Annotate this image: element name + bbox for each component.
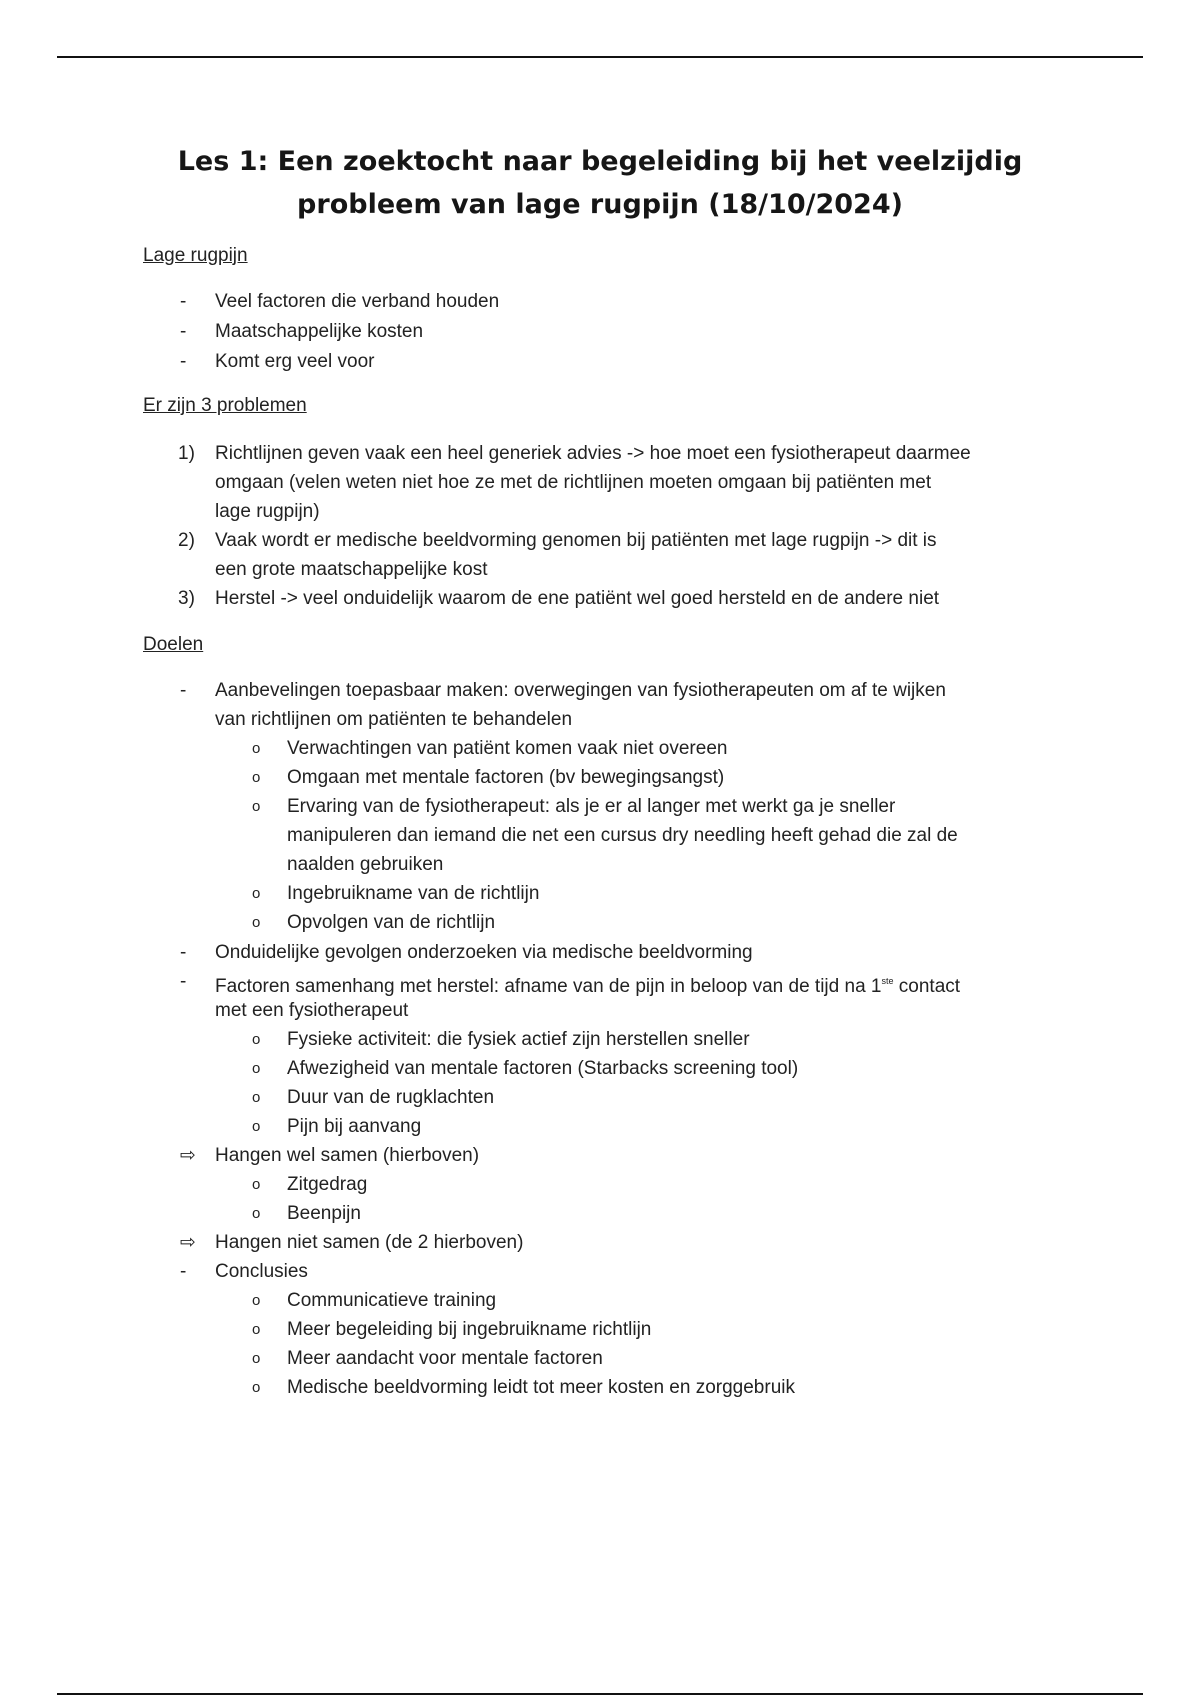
arrow-icon: ⇨ <box>180 1232 196 1253</box>
section-heading-problemen: Er zijn 3 problemen <box>143 395 307 416</box>
list-item: Richtlijnen geven vaak een heel generiek advies -> hoe moet een fysiotherapeut daarmee <box>215 443 971 464</box>
sub-list-item: Afwezigheid van mentale factoren (Starbacks screening tool) <box>287 1058 799 1079</box>
dash-bullet: - <box>180 971 187 992</box>
dash-bullet: - <box>180 351 187 372</box>
sub-list-item: Ervaring van de fysiotherapeut: als je er al langer met werkt ga je sneller <box>287 796 896 817</box>
list-item: omgaan (velen weten niet hoe ze met de richtlijnen moeten omgaan bij patiënten met <box>215 472 932 493</box>
list-number: 2) <box>178 530 195 551</box>
list-number: 3) <box>178 588 195 609</box>
sub-list-item: Beenpijn <box>287 1203 361 1224</box>
list-item: Herstel -> veel onduidelijk waarom de ene patiënt wel goed hersteld en de andere niet <box>215 588 940 609</box>
sub-list-item: Omgaan met mentale factoren (bv bewegingsangst) <box>287 767 725 788</box>
section-heading-doelen: Doelen <box>143 634 204 655</box>
sub-list-item: naalden gebruiken <box>287 854 444 875</box>
title-line-1: Les 1: Een zoektocht naar begeleiding bij het veelzijdig <box>177 146 1023 177</box>
list-item: Maatschappelijke kosten <box>215 321 424 342</box>
circle-bullet: o <box>252 1292 261 1309</box>
dash-bullet: - <box>180 1261 187 1282</box>
sub-list-item: Verwachtingen van patiënt komen vaak niet overeen <box>287 738 728 759</box>
list-number: 1) <box>178 443 195 464</box>
sub-list-item: Fysieke activiteit: die fysiek actief zijn herstellen sneller <box>287 1029 750 1050</box>
circle-bullet: o <box>252 885 261 902</box>
circle-bullet: o <box>252 1321 261 1338</box>
title-line-2: probleem van lage rugpijn (18/10/2024) <box>297 189 903 220</box>
bottom-rule <box>57 1693 1143 1695</box>
dash-bullet: - <box>180 942 187 963</box>
circle-bullet: o <box>252 1060 261 1077</box>
sub-list-item: Medische beeldvorming leidt tot meer kosten en zorggebruik <box>287 1377 795 1398</box>
sub-list-item: Opvolgen van de richtlijn <box>287 912 496 933</box>
circle-bullet: o <box>252 1031 261 1048</box>
list-item: Veel factoren die verband houden <box>215 291 500 312</box>
sub-list-item: Zitgedrag <box>287 1174 368 1195</box>
list-item: Onduidelijke gevolgen onderzoeken via medische beeldvorming <box>215 942 753 963</box>
sub-list-item: Communicatieve training <box>287 1290 497 1311</box>
circle-bullet: o <box>252 1205 261 1222</box>
sub-list-item: Ingebruikname van de richtlijn <box>287 883 540 904</box>
sub-list-item: manipuleren dan iemand die net een cursus dry needling heeft gehad die zal de <box>287 825 958 846</box>
list-item: Hangen niet samen (de 2 hierboven) <box>215 1232 524 1253</box>
section-heading-lage-rugpijn: Lage rugpijn <box>143 245 248 266</box>
sub-list-item: Meer aandacht voor mentale factoren <box>287 1348 603 1369</box>
circle-bullet: o <box>252 798 261 815</box>
sub-list-item: Meer begeleiding bij ingebruikname richtlijn <box>287 1319 652 1340</box>
list-item: lage rugpijn) <box>215 501 320 522</box>
circle-bullet: o <box>252 740 261 757</box>
top-rule <box>57 56 1143 58</box>
dash-bullet: - <box>180 680 187 701</box>
arrow-icon: ⇨ <box>180 1145 196 1166</box>
list-item: van richtlijnen om patiënten te behandelen <box>215 709 573 730</box>
list-item: Conclusies <box>215 1261 308 1282</box>
dash-bullet: - <box>180 321 187 342</box>
circle-bullet: o <box>252 1176 261 1193</box>
page-title <box>140 140 1060 226</box>
sub-list-item: Duur van de rugklachten <box>287 1087 495 1108</box>
dash-bullet: - <box>180 291 187 312</box>
circle-bullet: o <box>252 914 261 931</box>
list-item: Factoren samenhang met herstel: afname van de pijn in beloop van de tijd na 1ste contact <box>215 976 961 997</box>
circle-bullet: o <box>252 1089 261 1106</box>
list-item: een grote maatschappelijke kost <box>215 559 488 580</box>
list-item: Komt erg veel voor <box>215 351 375 372</box>
list-item: Hangen wel samen (hierboven) <box>215 1145 480 1166</box>
circle-bullet: o <box>252 1350 261 1367</box>
circle-bullet: o <box>252 769 261 786</box>
circle-bullet: o <box>252 1379 261 1396</box>
list-item: Vaak wordt er medische beeldvorming genomen bij patiënten met lage rugpijn -> dit is <box>215 530 937 551</box>
circle-bullet: o <box>252 1118 261 1135</box>
list-item: met een fysiotherapeut <box>215 1000 409 1021</box>
sub-list-item: Pijn bij aanvang <box>287 1116 422 1137</box>
list-item: Aanbevelingen toepasbaar maken: overwegingen van fysiotherapeuten om af te wijken <box>215 680 946 701</box>
